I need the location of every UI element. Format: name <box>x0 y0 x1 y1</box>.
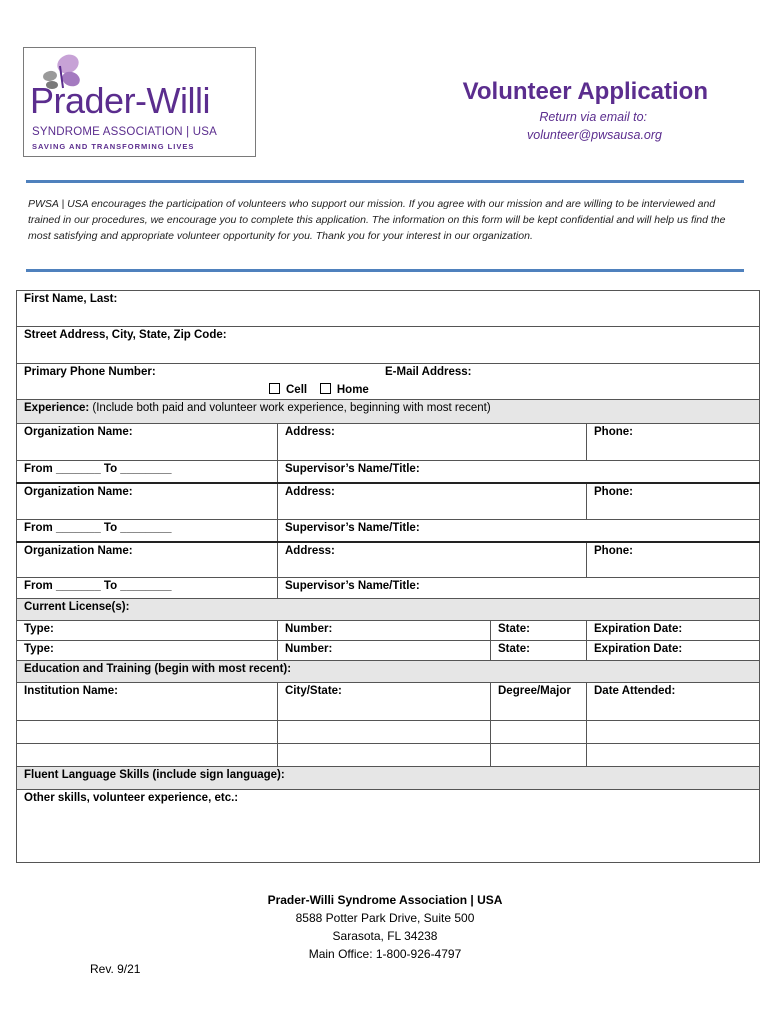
org-phone-field[interactable]: Phone: <box>587 424 760 461</box>
from-to-field[interactable]: From _______ To ________ <box>17 520 278 542</box>
footer <box>0 891 770 963</box>
degree-cell[interactable] <box>491 744 587 767</box>
experience-heading: Experience: (Include both paid and volunteer work experience, beginning with most recent) <box>17 400 760 424</box>
footer-office-phone: Main Office: 1-800-926-4797 <box>308 947 462 961</box>
cell-checkbox[interactable] <box>269 383 280 394</box>
org-name-field[interactable]: Organization Name: <box>17 424 278 461</box>
org-name-field[interactable]: Organization Name: <box>17 542 278 578</box>
license-heading: Current License(s): <box>17 599 760 621</box>
license-type-field[interactable]: Type: <box>17 641 278 661</box>
revision-label: Rev. 9/21 <box>90 962 141 976</box>
license-number-field[interactable]: Number: <box>278 621 491 641</box>
return-email-link[interactable]: volunteer@pwsausa.org <box>527 128 662 142</box>
institution-cell[interactable] <box>17 744 278 767</box>
city-state-cell[interactable] <box>278 744 491 767</box>
return-instructions: Return via email to: <box>539 110 647 124</box>
other-skills-field[interactable]: Other skills, volunteer experience, etc.: <box>17 790 760 863</box>
date-attended-field[interactable]: Date Attended: <box>587 683 760 721</box>
email-field[interactable]: E-Mail Address: <box>385 366 472 378</box>
page-title: Volunteer Application <box>462 78 708 105</box>
date-attended-cell[interactable] <box>587 721 760 744</box>
from-to-field[interactable]: From _______ To ________ <box>17 578 278 599</box>
city-state-field[interactable]: City/State: <box>278 683 491 721</box>
org-address-field[interactable]: Address: <box>278 424 587 461</box>
institution-field[interactable]: Institution Name: <box>17 683 278 721</box>
from-to-field[interactable]: From _______ To ________ <box>17 461 278 483</box>
license-state-field[interactable]: State: <box>491 641 587 661</box>
footer-org: Prader-Willi Syndrome Association | USA <box>267 893 503 907</box>
supervisor-field[interactable]: Supervisor’s Name/Title: <box>278 461 760 483</box>
logo <box>23 47 256 157</box>
divider-top <box>26 180 744 183</box>
supervisor-field[interactable]: Supervisor’s Name/Title: <box>278 520 760 542</box>
phone-email-row: Primary Phone Number: E-Mail Address: Cell Home <box>17 364 760 400</box>
logo-subtitle: SYNDROME ASSOCIATION | USA <box>32 126 217 138</box>
org-phone-field[interactable]: Phone: <box>587 483 760 520</box>
city-state-cell[interactable] <box>278 721 491 744</box>
license-type-field[interactable]: Type: <box>17 621 278 641</box>
degree-cell[interactable] <box>491 721 587 744</box>
logo-wordmark: Prader-Willi <box>30 80 211 121</box>
supervisor-field[interactable]: Supervisor’s Name/Title: <box>278 578 760 599</box>
footer-address1: 8588 Potter Park Drive, Suite 500 <box>295 911 475 925</box>
logo-tagline: SAVING AND TRANSFORMING LIVES <box>32 142 195 151</box>
institution-cell[interactable] <box>17 721 278 744</box>
license-expiration-field[interactable]: Expiration Date: <box>587 621 760 641</box>
org-address-field[interactable]: Address: <box>278 542 587 578</box>
first-name-field[interactable]: First Name, Last: <box>17 291 760 327</box>
application-form <box>16 290 760 863</box>
degree-field[interactable]: Degree/Major <box>491 683 587 721</box>
org-address-field[interactable]: Address: <box>278 483 587 520</box>
org-name-field[interactable]: Organization Name: <box>17 483 278 520</box>
language-skills-field[interactable]: Fluent Language Skills (include sign language): <box>17 767 760 790</box>
education-heading: Education and Training (begin with most recent): <box>17 661 760 683</box>
license-state-field[interactable]: State: <box>491 621 587 641</box>
phone-field[interactable]: Primary Phone Number: <box>24 366 156 378</box>
date-attended-cell[interactable] <box>587 744 760 767</box>
street-address-field[interactable]: Street Address, City, State, Zip Code: <box>17 327 760 364</box>
divider-bottom <box>26 269 744 272</box>
license-expiration-field[interactable]: Expiration Date: <box>587 641 760 661</box>
org-phone-field[interactable]: Phone: <box>587 542 760 578</box>
license-number-field[interactable]: Number: <box>278 641 491 661</box>
footer-address2: Sarasota, FL 34238 <box>332 929 438 943</box>
home-checkbox[interactable] <box>320 383 331 394</box>
intro-paragraph: PWSA | USA encourages the participation of volunteers who support our mission. If you agree with our mission and are willing to be interviewed and trained in our procedures, we encourage you to complete this application. The information on this form will be kept confidential and will help us find the most satisfying and appropriate volunteer opportunity for you. Thank you for your interest in our organization. <box>28 198 726 242</box>
